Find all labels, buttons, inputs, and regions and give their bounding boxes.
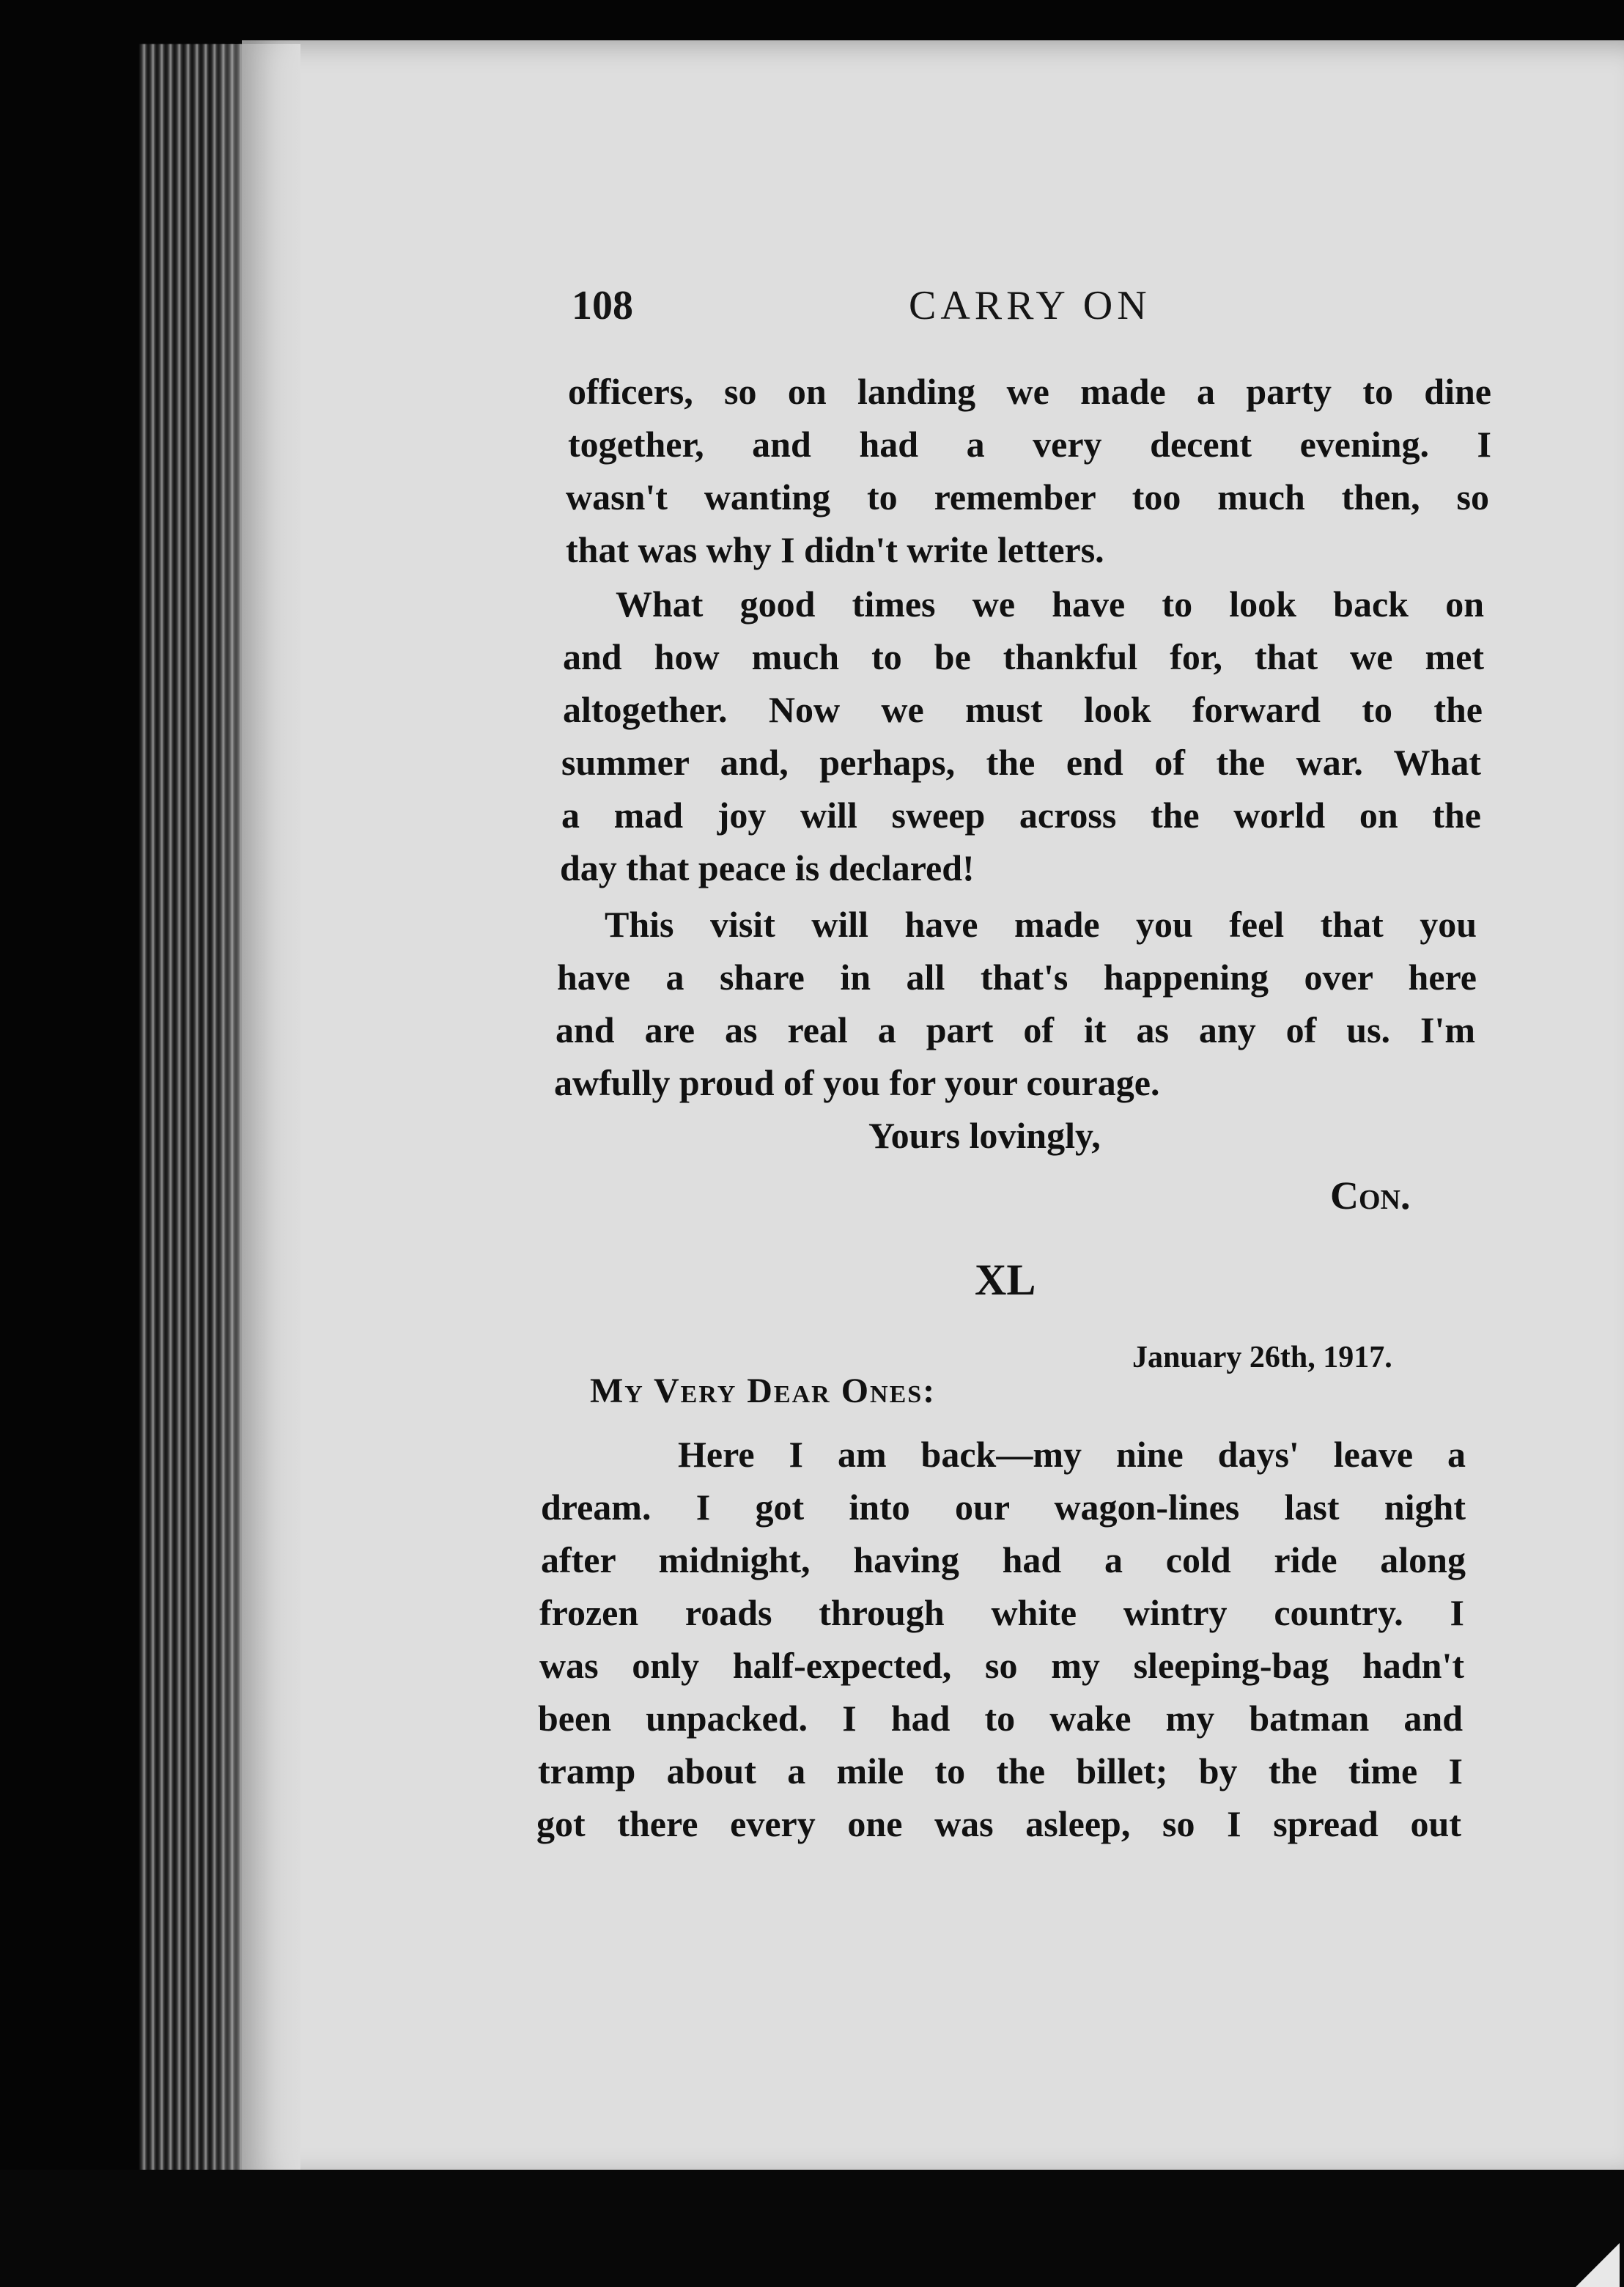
running-title: CARRY ON <box>909 283 1151 328</box>
text-line: was only half-expected, so my sleeping-bag hadn't <box>539 1645 1464 1686</box>
signature: Con. <box>1330 1174 1411 1218</box>
letter-salutation: My Very Dear Ones: <box>590 1371 937 1410</box>
text-line: awfully proud of you for your courage. <box>554 1062 1160 1103</box>
text-line: and are as real a part of it as any of us. I'm <box>556 1009 1475 1050</box>
text-line: got there every one was asleep, so I spread out <box>536 1803 1461 1844</box>
page-corner <box>1576 2243 1620 2287</box>
text-line: after midnight, having had a cold ride along <box>541 1539 1466 1580</box>
text-line: What good times we have to look back on <box>616 583 1484 625</box>
text-line: officers, so on landing we made a party to dine <box>568 371 1491 412</box>
text-line: together, and had a very decent evening. I <box>568 424 1491 465</box>
text-line: Here I am back—my nine days' leave a <box>678 1434 1466 1475</box>
scan-bottom-border <box>0 2170 1624 2287</box>
text-line: This visit will have made you feel that you <box>605 904 1477 945</box>
text-line: a mad joy will sweep across the world on the <box>561 795 1481 836</box>
text-line: altogether. Now we must look forward to the <box>563 689 1483 730</box>
text-line: wasn't wanting to remember too much then, so <box>566 476 1489 518</box>
page-sheet <box>242 40 1624 2181</box>
text-line: tramp about a mile to the billet; by the time I <box>538 1750 1463 1791</box>
text-line: frozen roads through white wintry country. I <box>539 1592 1464 1633</box>
closing-line: Yours lovingly, <box>868 1115 1101 1156</box>
text-line: and how much to be thankful for, that we met <box>563 636 1484 677</box>
text-line: have a share in all that's happening over here <box>557 957 1477 998</box>
text-line: that was why I didn't write letters. <box>566 529 1104 570</box>
page-number: 108 <box>572 283 633 328</box>
page-gutter-shadow <box>213 44 300 2199</box>
letter-date: January 26th, 1917. <box>1132 1341 1392 1374</box>
running-head <box>572 282 1488 341</box>
text-line: day that peace is declared! <box>560 847 975 888</box>
text-line: dream. I got into our wagon-lines last night <box>541 1487 1466 1528</box>
text-line: been unpacked. I had to wake my batman and <box>538 1698 1463 1739</box>
chapter-heading: XL <box>975 1256 1036 1304</box>
text-line: summer and, perhaps, the end of the war. What <box>561 742 1481 783</box>
